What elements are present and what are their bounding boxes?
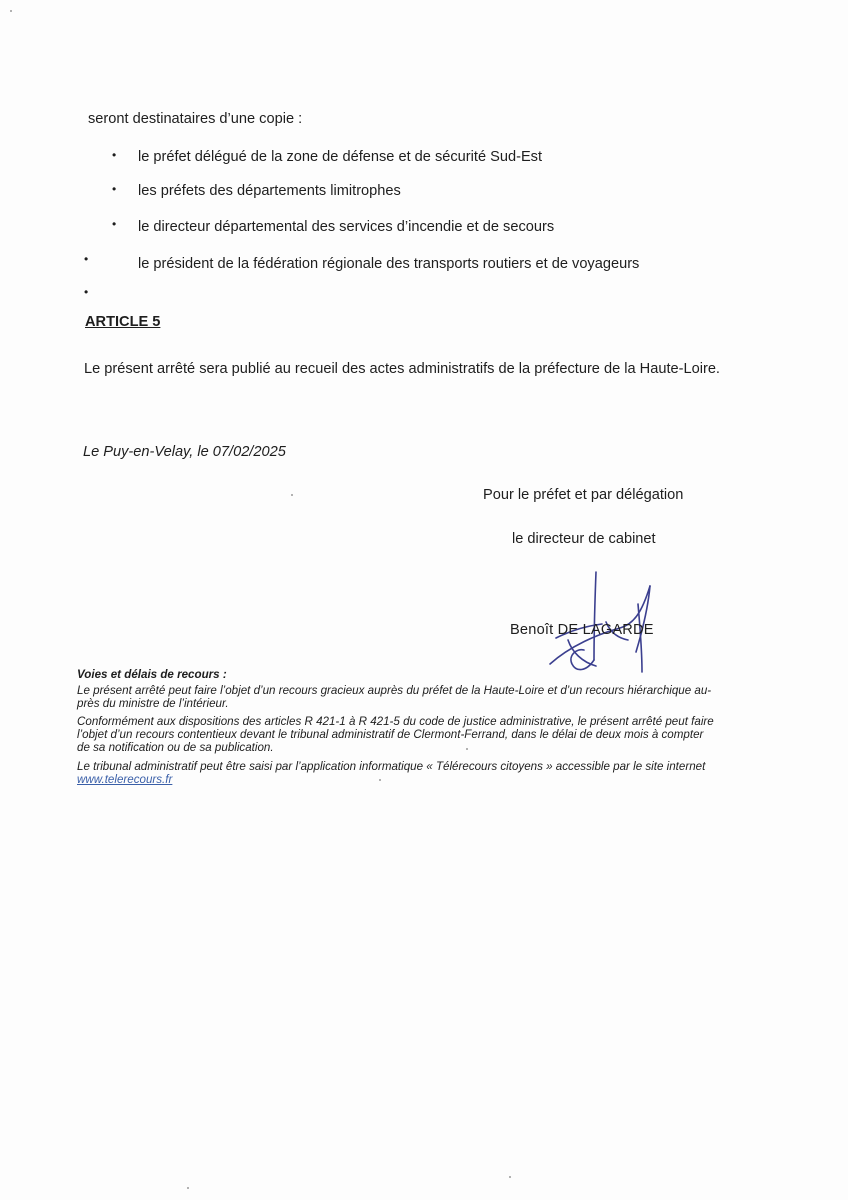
recours-line: Conformément aux dispositions des articles R 421-1 à R 421-5 du code de justice administrative, le présent arrêté peut faire xyxy=(77,715,714,728)
recipient-item: le président de la fédération régionale des transports routiers et de voyageurs xyxy=(138,256,640,272)
article-heading: ARTICLE 5 xyxy=(85,314,161,330)
place-date: Le Puy-en-Velay, le 07/02/2025 xyxy=(83,444,286,460)
recours-line: de sa notification ou de sa publication. xyxy=(77,741,274,754)
telerecours-link[interactable]: www.telerecours.fr xyxy=(77,773,173,786)
recours-line: Le présent arrêté peut faire l’objet d’un recours gracieux auprès du préfet de la Haute-Loire et d’un recours hiérarchique au- xyxy=(77,684,712,697)
recours-title: Voies et délais de recours : xyxy=(77,668,227,681)
bullet-marker: • xyxy=(84,252,89,266)
scan-speck xyxy=(187,1187,189,1189)
scan-speck xyxy=(10,10,12,12)
recipient-item: le préfet délégué de la zone de défense et de sécurité Sud-Est xyxy=(138,149,543,165)
signatory-line-2: le directeur de cabinet xyxy=(512,531,656,547)
scan-speck xyxy=(379,779,381,781)
recours-link-row xyxy=(77,774,789,787)
bullet-marker: • xyxy=(112,182,117,196)
recours-line: près du ministre de l’intérieur. xyxy=(77,697,229,710)
recipient-item: les préfets des départements limitrophes xyxy=(138,183,401,199)
recours-line: l’objet d’un recours contentieux devant le tribunal administratif de Clermont-Ferrand, dans le délai de deux mois à compter xyxy=(77,728,704,741)
bullet-marker: • xyxy=(112,148,117,162)
signatory-name: Benoît DE LAGARDE xyxy=(510,622,654,638)
recipient-item: le directeur départemental des services d’incendie et de secours xyxy=(138,219,555,235)
recipients-intro: seront destinataires d’une copie : xyxy=(88,111,303,127)
signatory-line-1: Pour le préfet et par délégation xyxy=(483,487,684,503)
article-text: Le présent arrêté sera publié au recueil des actes administratifs de la préfecture de la Haute-Loire. xyxy=(84,361,720,377)
scan-speck xyxy=(466,748,468,750)
bullet-marker: • xyxy=(112,217,117,231)
scan-speck xyxy=(509,1176,511,1178)
recours-line: Le tribunal administratif peut être saisi par l’application informatique « Télérecours citoyens » accessible par le site internet xyxy=(77,760,706,773)
bullet-marker: • xyxy=(84,285,89,299)
scan-speck xyxy=(291,494,293,496)
